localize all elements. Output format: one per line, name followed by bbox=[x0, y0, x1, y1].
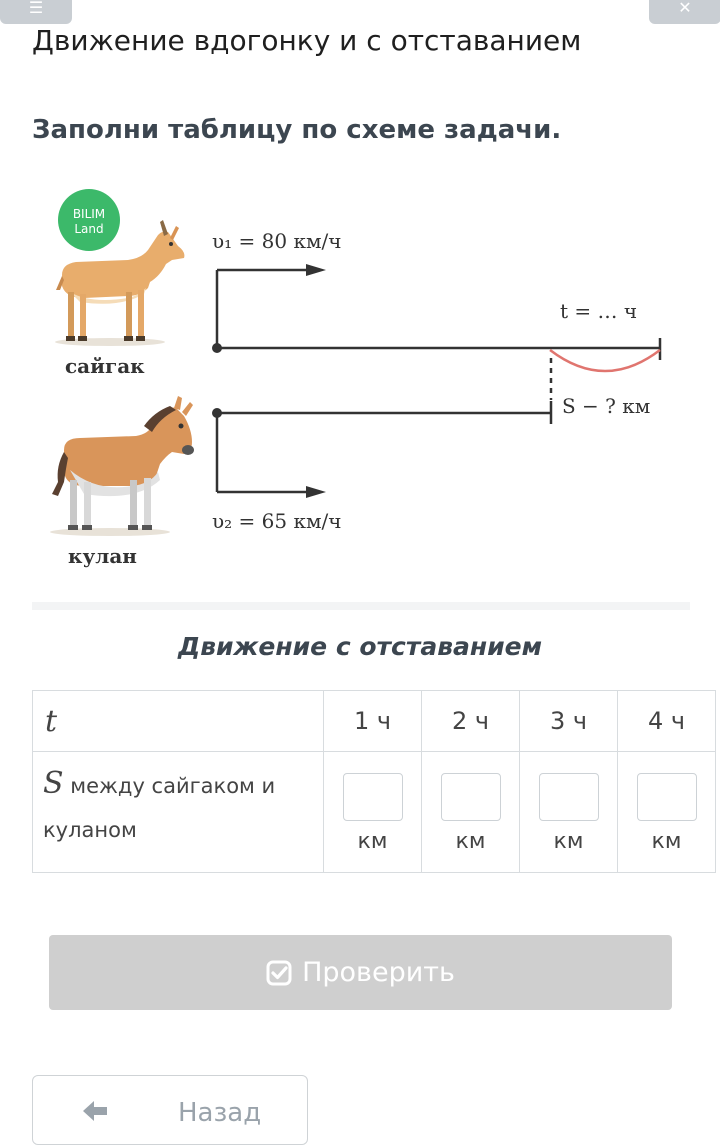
answer-cell-4 bbox=[618, 752, 716, 873]
kulan-illustration bbox=[50, 396, 194, 536]
distance-description: между сайгаком и куланом bbox=[43, 774, 276, 842]
answer-input-2[interactable] bbox=[441, 773, 501, 821]
distance-header bbox=[33, 752, 324, 873]
motion-table bbox=[32, 690, 716, 873]
bilimland-logo-line2: Land bbox=[74, 222, 104, 236]
time-label: t = … ч bbox=[560, 299, 638, 323]
distance-arc bbox=[550, 350, 660, 371]
kulan-label: кулан bbox=[68, 544, 137, 568]
problem-scheme bbox=[0, 180, 720, 580]
v2-label: υ₂ = 65 км/ч bbox=[212, 509, 342, 533]
hour-cell-3: 3 ч bbox=[520, 691, 618, 752]
unit-label: км bbox=[455, 828, 486, 854]
check-button-label: Проверить bbox=[302, 957, 455, 988]
arrow-left-icon bbox=[81, 1098, 109, 1128]
lesson-title: Движение вдогонку и с отставанием bbox=[32, 24, 582, 57]
hour-cell-1: 1 ч bbox=[324, 691, 422, 752]
task-title: Заполни таблицу по схеме задачи. bbox=[32, 115, 562, 145]
section-divider bbox=[32, 602, 690, 610]
hour-cell-4: 4 ч bbox=[618, 691, 716, 752]
v1-arrow-icon bbox=[306, 264, 326, 276]
answer-cell-1 bbox=[324, 752, 422, 873]
back-button-label: Назад bbox=[178, 1098, 262, 1128]
check-button[interactable] bbox=[49, 935, 672, 1010]
answer-input-4[interactable] bbox=[637, 773, 697, 821]
checkbox-check-icon bbox=[266, 960, 292, 986]
unit-label: км bbox=[357, 828, 388, 854]
distance-label: S − ? км bbox=[562, 394, 651, 418]
time-header: t bbox=[33, 691, 324, 752]
unit-label: км bbox=[651, 828, 682, 854]
v2-arrow-icon bbox=[306, 486, 326, 498]
menu-button[interactable] bbox=[0, 0, 72, 24]
hour-cell-2: 2 ч bbox=[422, 691, 520, 752]
back-button[interactable] bbox=[32, 1075, 308, 1145]
v1-label: υ₁ = 80 км/ч bbox=[212, 229, 342, 253]
hamburger-icon: ☰ bbox=[28, 0, 44, 17]
answer-cell-3 bbox=[520, 752, 618, 873]
table-row bbox=[33, 752, 716, 873]
distance-symbol: S bbox=[43, 766, 64, 801]
close-button[interactable] bbox=[649, 0, 720, 24]
unit-label: км bbox=[553, 828, 584, 854]
answer-input-1[interactable] bbox=[343, 773, 403, 821]
answer-input-3[interactable] bbox=[539, 773, 599, 821]
saiga-label: сайгак bbox=[65, 354, 145, 378]
table-caption: Движение с отставанием bbox=[177, 632, 543, 661]
table-row bbox=[33, 691, 716, 752]
answer-cell-2 bbox=[422, 752, 520, 873]
close-icon: ✕ bbox=[678, 0, 692, 17]
bilimland-logo-line1: BILIM bbox=[72, 207, 106, 221]
